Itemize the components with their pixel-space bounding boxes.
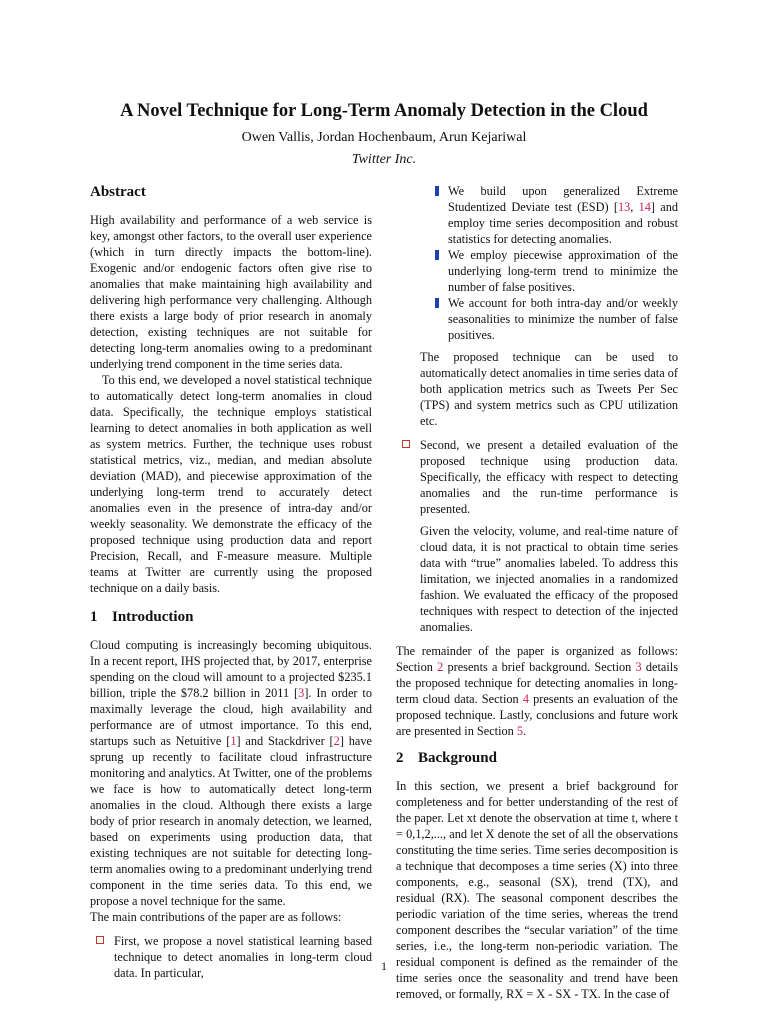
text-run: details the proposed technique for detecting anomalies in long-term cloud data. Section [396,660,678,706]
checkbox-bullet-icon [96,936,104,944]
text-run: . [523,724,527,738]
text-run: ] have sprung up recently to facilitate cloud infrastructure monitoring and analytics. At Twitter, one of the problems we face is how to automatically detect long-term anomalies in the cloud. Although there exists a large body of prior research in anomaly detection, we learned, based on experiments using production data, that existing techniques are not suitable for detecting long-term anomalies owing to a predominant underlying trend component in the time series data. To this end, we propose a novel technique for the same. [90,734,372,908]
bar-bullet-icon [435,298,439,308]
bar-bullet-icon [435,250,439,260]
left-column [90,183,372,981]
text-run: ] and employ time series decomposition and robust statistics for detecting anomalies. [448,200,678,246]
text-run: We account for both intra-day and/or weekly seasonalities to minimize the number of false positives. [448,296,678,342]
text-run: The remainder of the paper is organized as follows: Section [396,644,678,674]
paper-affiliation: Twitter Inc. [351,152,417,167]
citation-link[interactable]: 13 [617,200,631,214]
bullet-text: First, we propose a novel statistical learning based technique to detect anomalies in long-term cloud data. In particular, [114,934,372,980]
abstract-heading: Abstract [90,184,146,200]
sub-bullet-1 [396,183,678,247]
sub-bullet-2 [396,247,678,295]
section-title: Background [418,750,497,766]
bar-bullet-icon [435,186,439,196]
section-link[interactable]: 2 [437,660,444,674]
introduction-paragraph-1 [90,637,372,909]
citation-link[interactable]: 1 [230,734,237,748]
evaluation-paragraph: Given the velocity, volume, and real-time nature of cloud data, it is not practical to obtain time series data with “true” anomalies labeled. To address this limitation, we injected anomalies in a randomized fashion. We evaluated the efficacy of the proposed techniques with respect to detection of the injected anomalies. [420,524,678,634]
background-paragraph: In this section, we present a brief background for completeness and for better understanding of the rest of the paper. Let xt denote the observation at time t, where t = 0,1,2,..., and let X denote the set of all the observations constituting the time series. Time series decomposition is a technique that decomposes a time series (X) into three components, e.g., seasonal (SX), trend (TX), and residual (RX). The seasonal component describes the periodic variation of the time series, whereas the trend component describes the “secular variation” of the time series, i.e., the long-term non-periodic variation. The residual component is defined as the remainder of the time series once the seasonality and trend have been removed, or formally, RX = X - SX - TX. In the case of [396,779,678,1001]
background-heading [396,749,678,768]
right-column [396,183,678,1002]
text-run: We build upon generalized Extreme Studentized Deviate test (ESD) [ [448,184,678,214]
section-link[interactable]: 3 [635,660,642,674]
contribution-bullet-2 [396,437,678,517]
organization-paragraph [396,643,678,739]
section-link[interactable]: 4 [522,692,529,706]
abstract-paragraph-1: High availability and performance of a web service is key, amongst other factors, to the overall user experience (which in turn directly impacts the bottom-line). Exogenic and/or endogenic factors often give rise to anomalies that make maintaining high availability and delivering high performance very challenging. Although there exists a large body of prior research in anomaly detection, existing techniques are not suitable for detecting long-term anomalies owing to a predominant underlying trend component in the time series data. [90,213,372,371]
abstract-paragraph-2: To this end, we developed a novel statistical technique to automatically detect long-term anomalies in cloud data. Specifically, the technique employs statistical learning to detect anomalies in both application as well as system metrics. Further, the technique uses robust statistical metrics, viz., median, and median absolute deviation (MAD), and piecewise approximation of the underlying long-term trend to accurately detect anomalies even in the presence of intra-day and/or weekly seasonality. We demonstrate the efficacy of the proposed technique using production data and report Precision, Recall, and F-measure measure. Multiple teams at Twitter are currently using the proposed technique on a daily basis. [90,373,372,595]
text-run: , [630,200,639,214]
text-run: ] and Stackdriver [ [236,734,334,748]
bullet-text: Second, we present a detailed evaluation of the proposed technique using production data. Specifically, the efficacy with respect to detecting anomalies and the run-time performance is presented. [420,438,678,516]
sub-bullet-3 [396,295,678,343]
section-link[interactable]: 5 [516,724,524,738]
introduction-paragraph-2: The main contributions of the paper are as follows: [90,910,342,924]
checkbox-bullet-icon [402,440,410,448]
text-run: ]. In order to maximally leverage the cloud, high availability and performance are of utmost importance. To this end, startups such as Netuitive [ [90,686,372,748]
section-number: 2 [396,750,404,766]
paper-title: A Novel Technique for Long-Term Anomaly Detection in the Cloud [120,101,648,121]
contribution-paragraph: The proposed technique can be used to automatically detect anomalies in time series data of both application metrics such as Tweets Per Sec (TPS) and system metrics such as CPU utilization etc. [420,350,678,428]
paper-authors: Owen Vallis, Jordan Hochenbaum, Arun Kejariwal [241,130,527,145]
section-title: Introduction [112,609,194,625]
section-number: 1 [90,609,98,625]
citation-link[interactable]: 14 [638,200,651,214]
citation-link[interactable]: 2 [333,734,340,748]
text-run: We employ piecewise approximation of the underlying long-term trend to minimize the number of false positives. [448,248,678,294]
citation-link[interactable]: 3 [298,686,305,700]
text-run: presents an evaluation of the proposed technique. Lastly, conclusions and future work are presented in Section [396,692,678,738]
text-run: Cloud computing is increasingly becoming ubiquitous. In a recent report, IHS projected that, by 2017, enterprise spending on the cloud will amount to a projected $235.1 billion, triple the $78.2 billion in 2011 [ [90,638,372,700]
page-number: 1 [381,959,387,973]
text-run: presents a brief background. Section [443,660,636,674]
introduction-heading [90,608,372,627]
